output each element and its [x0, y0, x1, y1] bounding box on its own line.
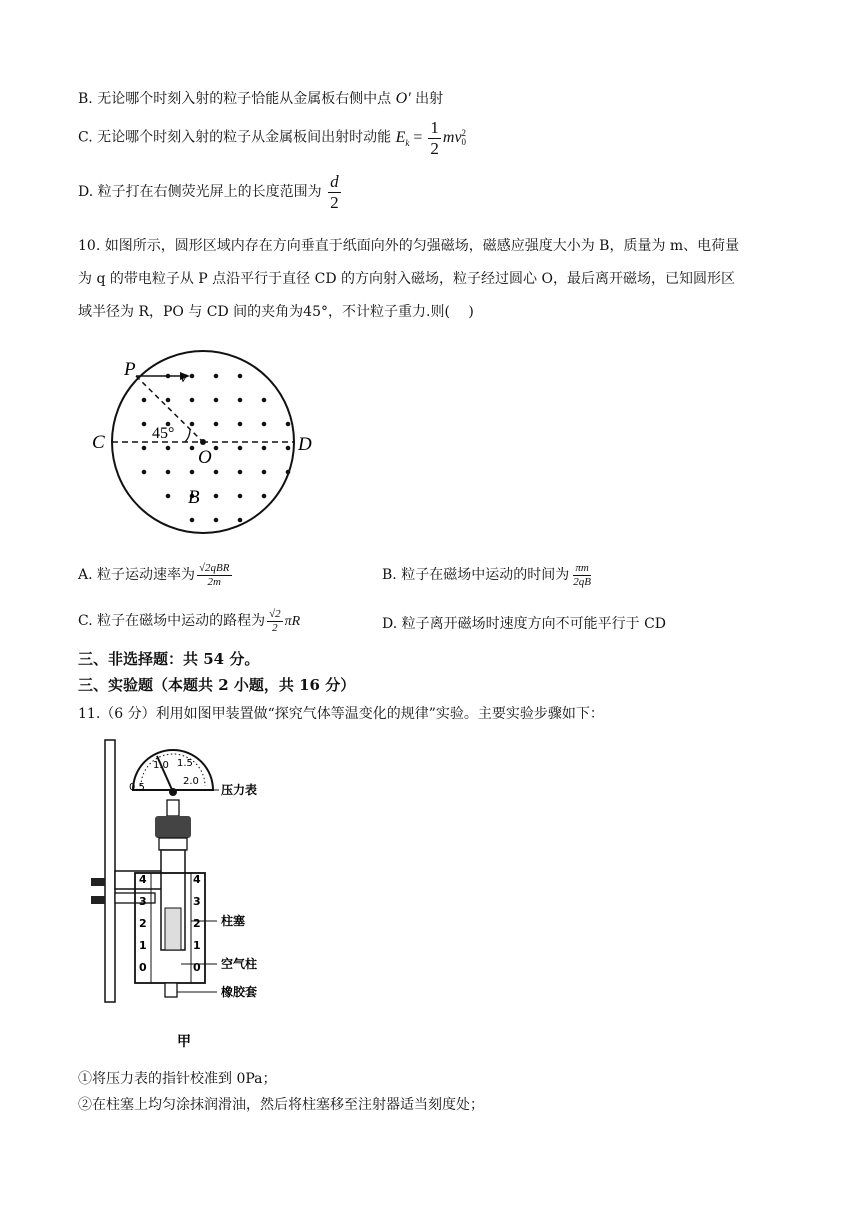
- scale-number: 2: [193, 917, 201, 930]
- label-gauge: 压力表: [221, 783, 258, 797]
- option-9c: [78, 118, 466, 158]
- field-dot: [214, 374, 219, 379]
- option-9b: [78, 88, 443, 108]
- section-heading-experiment: 三、实验题（本题共 2 小题，共 16 分）: [78, 676, 356, 694]
- q10-option-c: [78, 608, 300, 634]
- frac-num: 1: [430, 118, 439, 137]
- frac-den: 2: [272, 621, 278, 634]
- option-9d-text: D. 粒子打在右侧荧光屏上的长度范围为: [78, 184, 322, 201]
- label-p: P: [124, 359, 136, 380]
- option-9b-symbol: O′: [395, 90, 411, 107]
- stand-rod: [105, 740, 115, 1002]
- q10-line1: 10. 如图所示，圆形区域内存在方向垂直于纸面向外的匀强磁场，磁感应强度大小为 B，质量为 m、电荷量: [78, 238, 740, 254]
- frac-num: πm: [575, 562, 589, 574]
- scale-number: 0: [193, 961, 201, 974]
- frac-den: 2: [430, 138, 439, 158]
- field-dot: [142, 446, 147, 451]
- field-dot: [214, 518, 219, 523]
- plunger-head: [165, 908, 181, 950]
- option-c-text: C. 粒子在磁场中运动的路程为: [78, 613, 266, 630]
- field-dot: [214, 446, 219, 451]
- field-dot: [262, 446, 267, 451]
- formula-half: [428, 118, 441, 158]
- frac-num: d: [330, 172, 339, 191]
- field-dot: [262, 398, 267, 403]
- field-dot: [214, 422, 219, 427]
- option-c-end: πR: [284, 614, 301, 630]
- gauge-tick-label: 2.0: [183, 776, 199, 787]
- field-dot: [214, 398, 219, 403]
- field-dot: [166, 470, 171, 475]
- option-a-frac: [197, 562, 231, 588]
- formula-lhs: E: [395, 128, 406, 146]
- angle-arc: [185, 430, 190, 442]
- center-dot: [200, 439, 206, 445]
- field-dot: [238, 422, 243, 427]
- option-9c-text: C. 无论哪个时刻入射的粒子从金属板间出射时动能: [78, 129, 392, 146]
- field-dot: [238, 494, 243, 499]
- field-dots: [142, 374, 291, 523]
- formula-eq: =: [413, 128, 423, 146]
- label-v: v: [180, 369, 188, 386]
- field-dot: [238, 470, 243, 475]
- field-dot: [142, 398, 147, 403]
- field-dot: [190, 470, 195, 475]
- label-plunger: 柱塞: [221, 914, 246, 928]
- formula-sup: 2: [461, 128, 467, 139]
- formula-lhs-sub: k: [405, 137, 410, 148]
- field-dot: [190, 446, 195, 451]
- scale-number: 4: [193, 873, 201, 886]
- field-dot: [166, 398, 171, 403]
- gauge-tick-label: 1.5: [177, 758, 193, 769]
- gauge-stem: [167, 800, 179, 816]
- scale-right: [193, 873, 201, 974]
- label-o: O: [198, 447, 212, 468]
- field-dot: [286, 422, 291, 427]
- field-dot: [286, 470, 291, 475]
- scale-number: 3: [193, 895, 201, 908]
- field-dot: [190, 374, 195, 379]
- magnetic-field-figure: [80, 350, 330, 535]
- field-dot: [214, 494, 219, 499]
- figure-caption: 甲: [177, 1034, 191, 1050]
- scale-number: 4: [139, 873, 147, 886]
- formula-sub: 0: [461, 137, 467, 148]
- apparatus-figure: [85, 738, 285, 1058]
- formula-rhs: mv: [442, 128, 462, 146]
- field-dot: [286, 446, 291, 451]
- option-9d-frac: [328, 172, 341, 212]
- option-b-frac: [571, 562, 593, 588]
- option-9b-text: B. 无论哪个时刻入射的粒子恰能从金属板右侧中点: [78, 91, 392, 107]
- field-dot: [262, 422, 267, 427]
- field-dot: [166, 374, 171, 379]
- q10-line3: 域半径为 R，PO 与 CD 间的夹角为45°，不计粒子重力.则( ): [78, 304, 474, 320]
- option-9c-formula: [395, 118, 467, 158]
- q10-option-a: [78, 562, 234, 588]
- frac-den: 2: [330, 192, 339, 212]
- field-dot: [190, 518, 195, 523]
- section-heading: 三、非选择题：共 54 分。: [78, 650, 260, 668]
- label-c: C: [92, 432, 105, 453]
- clamp-knob-bottom: [91, 896, 105, 904]
- field-dot: [214, 470, 219, 475]
- field-dot: [238, 446, 243, 451]
- gauge-tick-label: 0.5: [129, 782, 145, 793]
- step-1: ①将压力表的指针校准到 0Pa；: [78, 1071, 277, 1087]
- option-b-text: B. 粒子在磁场中运动的时间为: [382, 567, 570, 584]
- label-angle: 45°: [152, 425, 175, 442]
- field-dot: [238, 518, 243, 523]
- frac-num: √2: [269, 608, 281, 620]
- field-dot: [190, 398, 195, 403]
- q11-intro: 11.（6 分）利用如图甲装置做“探究气体等温变化的规律”实验。主要实验步骤如下：: [78, 706, 604, 722]
- q10-option-b: [382, 562, 595, 588]
- gauge-pivot: [169, 788, 177, 796]
- gauge-tick-label: 1.0: [153, 760, 169, 771]
- option-9d: [78, 172, 343, 212]
- label-rubber-cap: 橡胶套: [221, 985, 258, 999]
- label-air-column: 空气柱: [221, 957, 258, 971]
- field-dot: [166, 494, 171, 499]
- label-d: D: [298, 434, 312, 455]
- option-9b-end: 出射: [415, 91, 444, 107]
- q10-line2: 为 q 的带电粒子从 P 点沿平行于直径 CD 的方向射入磁场，粒子经过圆心 O，最后离开磁场，已知圆形区: [78, 271, 735, 287]
- field-dot: [262, 494, 267, 499]
- label-b: B: [188, 487, 200, 508]
- field-dot: [142, 470, 147, 475]
- option-a-text: A. 粒子运动速率为: [78, 567, 196, 584]
- field-dot: [190, 422, 195, 427]
- frac-den: 2m: [207, 575, 221, 588]
- field-dot: [166, 446, 171, 451]
- step-2: ②在柱塞上均匀涂抹润滑油，然后将柱塞移至注射器适当刻度处；: [78, 1097, 484, 1113]
- frac-den: 2qB: [573, 575, 591, 588]
- frac-num: √2qBR: [199, 562, 230, 574]
- scale-number: 1: [139, 939, 147, 952]
- field-dot: [262, 470, 267, 475]
- scale-number: 1: [193, 939, 201, 952]
- gauge-connector: [155, 816, 191, 838]
- field-dot: [238, 374, 243, 379]
- option-c-frac: [267, 608, 283, 634]
- q10-option-d: D. 粒子离开磁场时速度方向不可能平行于 CD: [382, 616, 667, 632]
- clamp-knob-top: [91, 878, 105, 886]
- scale-number: 3: [139, 895, 147, 908]
- rubber-cap: [165, 983, 177, 997]
- field-dot: [238, 398, 243, 403]
- field-dot: [142, 422, 147, 427]
- scale-number: 0: [139, 961, 147, 974]
- scale-number: 2: [139, 917, 147, 930]
- connector-neck: [159, 838, 187, 850]
